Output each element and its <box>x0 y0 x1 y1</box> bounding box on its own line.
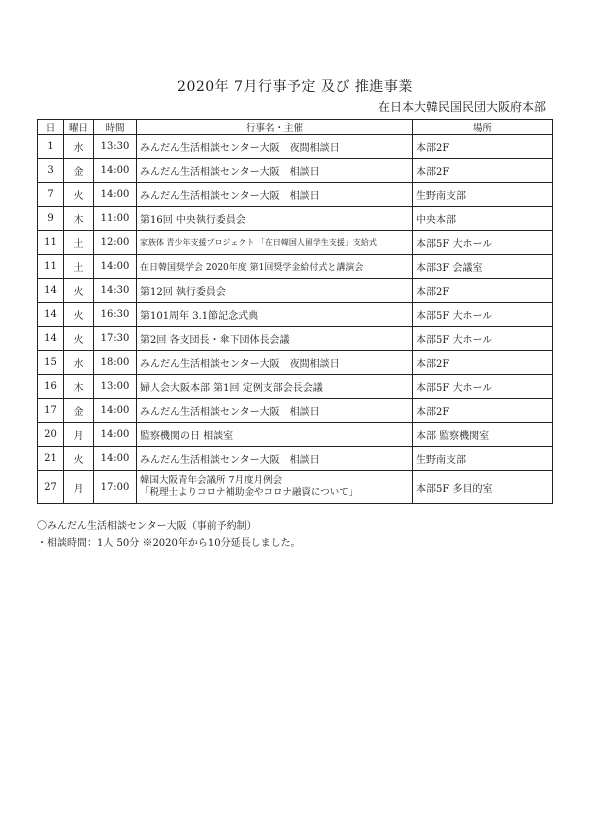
schedule-table <box>37 119 553 504</box>
cell-place: 本部5F 大ホール <box>413 231 553 255</box>
cell-place: 本部2F <box>413 279 553 303</box>
cell-place: 本部2F <box>413 159 553 183</box>
cell-place: 本部5F 多目的室 <box>413 471 553 504</box>
table-row <box>38 231 553 255</box>
cell-day: 14 <box>38 327 64 351</box>
table-row <box>38 351 553 375</box>
cell-time: 17:30 <box>94 327 137 351</box>
cell-place: 本部2F <box>413 351 553 375</box>
cell-weekday: 火 <box>64 303 94 327</box>
cell-event: 監察機関の日 相談室 <box>137 423 413 447</box>
header-time: 時間 <box>94 120 137 135</box>
cell-event: みんだん生活相談センター大阪 相談日 <box>137 183 413 207</box>
cell-weekday: 火 <box>64 447 94 471</box>
cell-weekday: 火 <box>64 327 94 351</box>
cell-time: 13:30 <box>94 135 137 159</box>
cell-time: 14:00 <box>94 399 137 423</box>
cell-day: 16 <box>38 375 64 399</box>
cell-place: 生野南支部 <box>413 183 553 207</box>
table-row <box>38 375 553 399</box>
notes <box>37 518 301 552</box>
cell-weekday: 水 <box>64 351 94 375</box>
table-row <box>38 183 553 207</box>
cell-time: 12:00 <box>94 231 137 255</box>
event-line-2: 「税理士よりコロナ補助金やコロナ融資について」 <box>140 487 359 498</box>
cell-event: みんだん生活相談センター大阪 夜間相談日 <box>137 135 413 159</box>
table-row <box>38 279 553 303</box>
header-place: 場所 <box>413 120 553 135</box>
cell-place: 本部5F 大ホール <box>413 327 553 351</box>
cell-event: 第2回 各支団長・傘下団体長会議 <box>137 327 413 351</box>
table-row <box>38 471 553 504</box>
cell-time: 11:00 <box>94 207 137 231</box>
cell-place: 生野南支部 <box>413 447 553 471</box>
cell-place: 本部3F 会議室 <box>413 255 553 279</box>
cell-day: 27 <box>38 471 64 504</box>
cell-day: 20 <box>38 423 64 447</box>
cell-weekday: 土 <box>64 231 94 255</box>
cell-day: 15 <box>38 351 64 375</box>
event-line-1: 韓国大阪青年会議所 7月度月例会 <box>140 475 283 486</box>
table-row <box>38 255 553 279</box>
cell-day: 3 <box>38 159 64 183</box>
cell-weekday: 水 <box>64 135 94 159</box>
cell-day: 11 <box>38 255 64 279</box>
note-consultation-center: 〇みんだん生活相談センター大阪（事前予約制） <box>37 521 257 532</box>
cell-weekday: 月 <box>64 471 94 504</box>
table-row <box>38 327 553 351</box>
table-header-row <box>38 120 553 135</box>
table-row <box>38 303 553 327</box>
table-row <box>38 423 553 447</box>
cell-time: 14:00 <box>94 159 137 183</box>
cell-day: 11 <box>38 231 64 255</box>
cell-time: 14:30 <box>94 279 137 303</box>
cell-event: 家族体 青少年支援プロジェクト 「在日韓国人留学生支援」支給式 <box>137 231 413 255</box>
page-title: 2020年 7月行事予定 及び 推進事業 <box>177 79 413 95</box>
table-row <box>38 159 553 183</box>
cell-day: 17 <box>38 399 64 423</box>
cell-event: 第12回 執行委員会 <box>137 279 413 303</box>
table-row <box>38 135 553 159</box>
cell-weekday: 月 <box>64 423 94 447</box>
cell-weekday: 土 <box>64 255 94 279</box>
cell-day: 7 <box>38 183 64 207</box>
cell-place: 本部 監察機関室 <box>413 423 553 447</box>
cell-event: 第101周年 3.1節記念式典 <box>137 303 413 327</box>
cell-event: みんだん生活相談センター大阪 相談日 <box>137 399 413 423</box>
cell-weekday: 金 <box>64 159 94 183</box>
cell-place: 本部5F 大ホール <box>413 375 553 399</box>
header-event: 行事名・主催 <box>137 120 413 135</box>
cell-time: 14:00 <box>94 447 137 471</box>
cell-time: 16:30 <box>94 303 137 327</box>
cell-weekday: 木 <box>64 207 94 231</box>
cell-day: 9 <box>38 207 64 231</box>
cell-event: 第16回 中央執行委員会 <box>137 207 413 231</box>
cell-day: 1 <box>38 135 64 159</box>
cell-event <box>137 471 413 504</box>
cell-day: 14 <box>38 303 64 327</box>
table-row <box>38 447 553 471</box>
table-row <box>38 399 553 423</box>
cell-event: 在日韓国奨学会 2020年度 第1回奨学金給付式と講演会 <box>137 255 413 279</box>
cell-event: みんだん生活相談センター大阪 相談日 <box>137 447 413 471</box>
cell-weekday: 火 <box>64 183 94 207</box>
cell-weekday: 金 <box>64 399 94 423</box>
cell-time: 14:00 <box>94 255 137 279</box>
cell-time: 14:00 <box>94 423 137 447</box>
cell-day: 21 <box>38 447 64 471</box>
header-weekday: 曜日 <box>64 120 94 135</box>
cell-place: 本部5F 大ホール <box>413 303 553 327</box>
cell-event: みんだん生活相談センター大阪 相談日 <box>137 159 413 183</box>
organization-name: 在日本大韓民国民団大阪府本部 <box>377 100 546 114</box>
cell-time: 18:00 <box>94 351 137 375</box>
cell-time: 17:00 <box>94 471 137 504</box>
cell-place: 本部2F <box>413 135 553 159</box>
cell-event: みんだん生活相談センター大阪 夜間相談日 <box>137 351 413 375</box>
cell-time: 14:00 <box>94 183 137 207</box>
cell-place: 本部2F <box>413 399 553 423</box>
note-consultation-time: ・相談時間：1人 50分 ※2020年から10分延長しました。 <box>37 538 301 549</box>
cell-weekday: 木 <box>64 375 94 399</box>
header-day: 日 <box>38 120 64 135</box>
cell-day: 14 <box>38 279 64 303</box>
cell-event: 婦人会大阪本部 第1回 定例支部会長会議 <box>137 375 413 399</box>
cell-weekday: 火 <box>64 279 94 303</box>
cell-time: 13:00 <box>94 375 137 399</box>
table-row <box>38 207 553 231</box>
cell-place: 中央本部 <box>413 207 553 231</box>
